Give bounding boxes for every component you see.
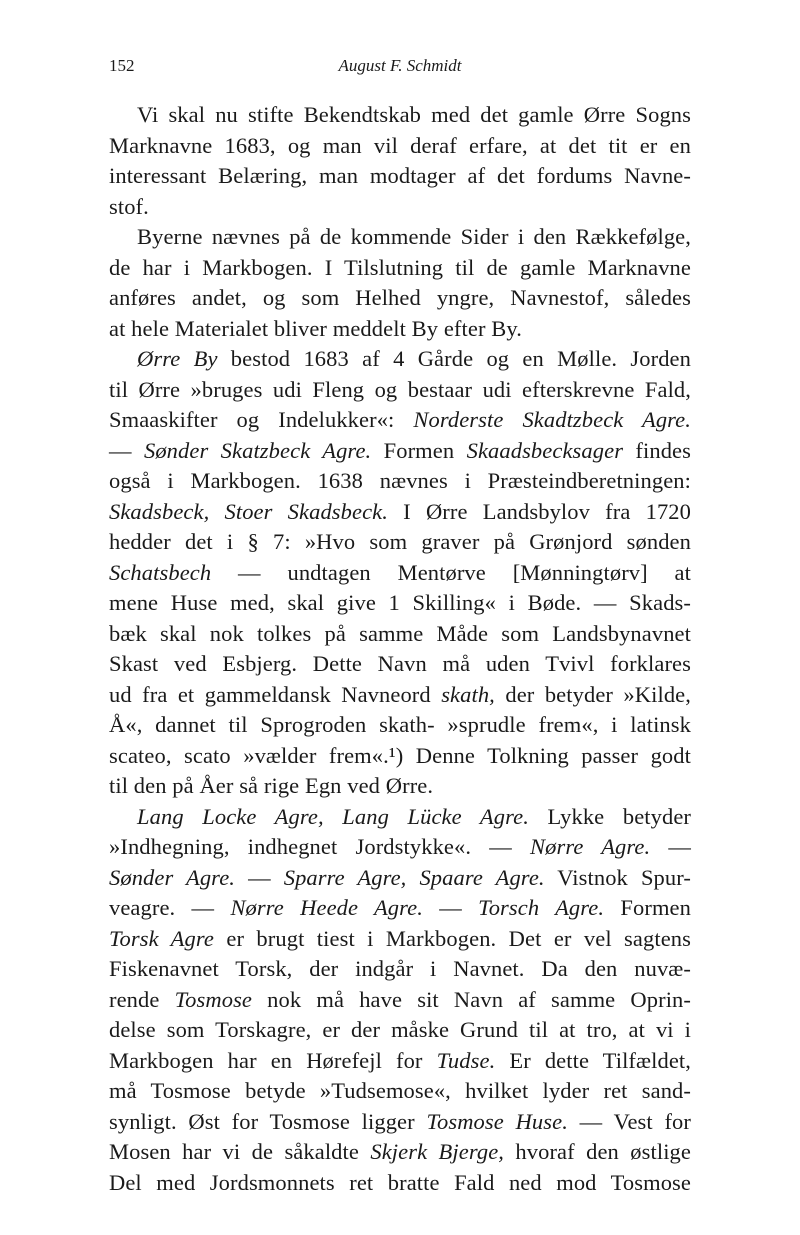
text-line bbox=[109, 771, 691, 802]
italic-term: Sønder Skatzbeck Agre. bbox=[143, 437, 372, 463]
text-line bbox=[109, 375, 691, 406]
text-line bbox=[109, 832, 691, 863]
text-segment: der betyder »Kilde, bbox=[494, 681, 691, 707]
text-segment: Vi skal nu stifte Bekendtskab med det gamle Ørre Sogns bbox=[137, 102, 691, 127]
running-head: August F. Schmidt bbox=[338, 56, 462, 75]
text-segment: bestod 1683 af 4 Gårde og en Mølle. Jorden bbox=[217, 346, 691, 371]
text-line bbox=[109, 100, 691, 131]
text-line bbox=[109, 222, 691, 253]
text-line bbox=[109, 954, 691, 985]
text-segment: scateo, scato »vælder frem«.¹) Denne Tolkning passer godt bbox=[109, 742, 691, 768]
italic-term: skath, bbox=[441, 681, 495, 707]
text-segment: Vistnok Spur- bbox=[544, 864, 691, 890]
text-segment: — undtagen Mentørve [Mønningtørv] at bbox=[211, 559, 691, 585]
italic-term: Skadsbeck, Stoer Skadsbeck. bbox=[109, 498, 388, 524]
text-line bbox=[109, 710, 691, 741]
text-line bbox=[109, 741, 691, 772]
italic-term: Skaadsbecksager bbox=[466, 437, 624, 463]
text-line bbox=[109, 893, 691, 924]
text-line bbox=[109, 314, 691, 345]
text-line bbox=[109, 466, 691, 497]
italic-term: Lang Locke Agre, Lang Lücke Agre. bbox=[137, 803, 529, 829]
text-line bbox=[109, 1107, 691, 1138]
text-segment: Marknavne 1683, og man vil deraf erfare, at det tit er en bbox=[109, 132, 691, 158]
italic-term: Nørre Heede Agre. bbox=[230, 895, 423, 920]
text-segment: Skast ved Esbjerg. Dette Navn må uden Tvivl forklares bbox=[109, 651, 691, 676]
text-segment: til Ørre »bruges udi Fleng og bestaar udi efterskrevne Fald, bbox=[109, 376, 691, 402]
text-segment: hedder det i § 7: »Hvo som graver på Grønjord sønden bbox=[109, 529, 691, 554]
body-text bbox=[109, 100, 691, 1198]
text-line bbox=[109, 253, 691, 284]
page-header bbox=[109, 48, 691, 88]
text-line bbox=[109, 649, 691, 680]
page-number: 152 bbox=[109, 56, 135, 75]
text-line bbox=[109, 131, 691, 162]
text-segment: Smaaskifter og Indelukker«: bbox=[109, 407, 414, 432]
text-line bbox=[109, 588, 691, 619]
text-segment: at hele Materialet bliver meddelt By efter By. bbox=[109, 315, 522, 341]
italic-term: Schatsbech bbox=[109, 559, 212, 585]
text-line bbox=[109, 863, 691, 894]
text-segment: interessant Belæring, man modtager af det fordums Navne- bbox=[109, 163, 691, 188]
text-line bbox=[109, 619, 691, 650]
text-line bbox=[109, 405, 691, 436]
text-segment: Lykke betyder bbox=[528, 803, 692, 829]
italic-term: Nørre Agre. bbox=[530, 834, 651, 859]
text-line bbox=[109, 436, 691, 467]
text-segment: Byerne nævnes på de kommende Sider i den Rækkefølge, bbox=[137, 224, 691, 249]
text-line bbox=[109, 558, 691, 589]
text-segment: Del med Jordsmonnets ret bratte Fald ned mod Tosmose bbox=[109, 1169, 691, 1195]
text-line bbox=[109, 802, 691, 833]
text-segment: — Vest for bbox=[567, 1108, 692, 1134]
italic-term: Tudse. bbox=[436, 1047, 496, 1073]
text-segment: de har i Markbogen. I Tilslutning til de gamle Marknavne bbox=[109, 254, 691, 280]
book-page bbox=[109, 48, 691, 1198]
text-line bbox=[109, 1168, 691, 1199]
text-segment: hvoraf den østlige bbox=[504, 1139, 691, 1164]
italic-term: Torsch Agre. bbox=[478, 895, 605, 920]
text-segment: I Ørre Landsbylov fra 1720 bbox=[388, 498, 691, 524]
italic-term: Torsk Agre bbox=[109, 925, 214, 951]
text-line bbox=[109, 161, 691, 192]
text-segment: delse som Torskagre, er der måske Grund til at tro, at vi i bbox=[109, 1017, 691, 1042]
text-segment: »Indhegning, indhegnet Jordstykke«. — bbox=[109, 834, 531, 859]
italic-term: Tosmose bbox=[174, 986, 253, 1012]
text-segment: stof. bbox=[109, 193, 149, 219]
italic-term: Ørre By bbox=[137, 346, 218, 371]
text-segment: anføres andet, og som Helhed yngre, Navnestof, således bbox=[109, 285, 691, 310]
text-line bbox=[109, 680, 691, 711]
text-line bbox=[109, 1137, 691, 1168]
text-segment: må Tosmose betyde »Tudsemose«, hvilket lyder ret sand- bbox=[109, 1078, 691, 1103]
text-segment: til den på Åer så rige Egn ved Ørre. bbox=[109, 773, 434, 798]
text-segment: Fiskenavnet Torsk, der indgår i Navnet. Da den nuvæ- bbox=[109, 956, 691, 981]
text-line bbox=[109, 527, 691, 558]
text-line bbox=[109, 985, 691, 1016]
text-segment: — bbox=[235, 864, 284, 890]
text-line bbox=[109, 497, 691, 528]
text-segment: nok må have sit Navn af samme Oprin- bbox=[252, 986, 691, 1012]
text-segment: Er dette Tilfældet, bbox=[495, 1047, 691, 1073]
text-line bbox=[109, 1076, 691, 1107]
text-segment: veagre. — bbox=[109, 895, 231, 920]
text-line bbox=[109, 1046, 691, 1077]
text-segment: Å«, dannet til Sprogroden skath- »sprudle frem«, i latinsk bbox=[109, 712, 691, 737]
text-segment: også i Markbogen. 1638 nævnes i Præsteindberetningen: bbox=[109, 468, 691, 493]
text-line bbox=[109, 924, 691, 955]
italic-term: Sparre Agre, Spaare Agre. bbox=[283, 864, 545, 890]
text-segment: Mosen har vi de såkaldte bbox=[109, 1139, 371, 1164]
text-segment: Formen bbox=[604, 895, 691, 920]
text-line bbox=[109, 1015, 691, 1046]
text-segment: Formen bbox=[371, 437, 467, 463]
italic-term: Norderste Skadtzbeck Agre. bbox=[413, 407, 691, 432]
text-segment: ud fra et gammeldansk Navneord bbox=[109, 681, 442, 707]
text-segment: Markbogen har en Hørefejl for bbox=[109, 1047, 437, 1073]
text-line bbox=[109, 344, 691, 375]
italic-term: Skjerk Bjerge, bbox=[370, 1139, 505, 1164]
text-line bbox=[109, 192, 691, 223]
text-segment: findes bbox=[623, 437, 691, 463]
text-line bbox=[109, 283, 691, 314]
text-segment: — bbox=[423, 895, 479, 920]
text-segment: bæk skal nok tolkes på samme Måde som Landsbynavnet bbox=[109, 620, 691, 646]
text-segment: er brugt tiest i Markbogen. Det er vel sagtens bbox=[213, 925, 691, 951]
italic-term: Tosmose Huse. bbox=[426, 1108, 568, 1134]
text-segment: — bbox=[650, 834, 691, 859]
text-segment: synligt. Øst for Tosmose ligger bbox=[109, 1108, 427, 1134]
text-segment: rende bbox=[109, 986, 175, 1012]
text-segment: mene Huse med, skal give 1 Skilling« i Bøde. — Skads- bbox=[109, 590, 691, 615]
text-segment: — bbox=[109, 437, 144, 463]
italic-term: Sønder Agre. bbox=[109, 864, 236, 890]
